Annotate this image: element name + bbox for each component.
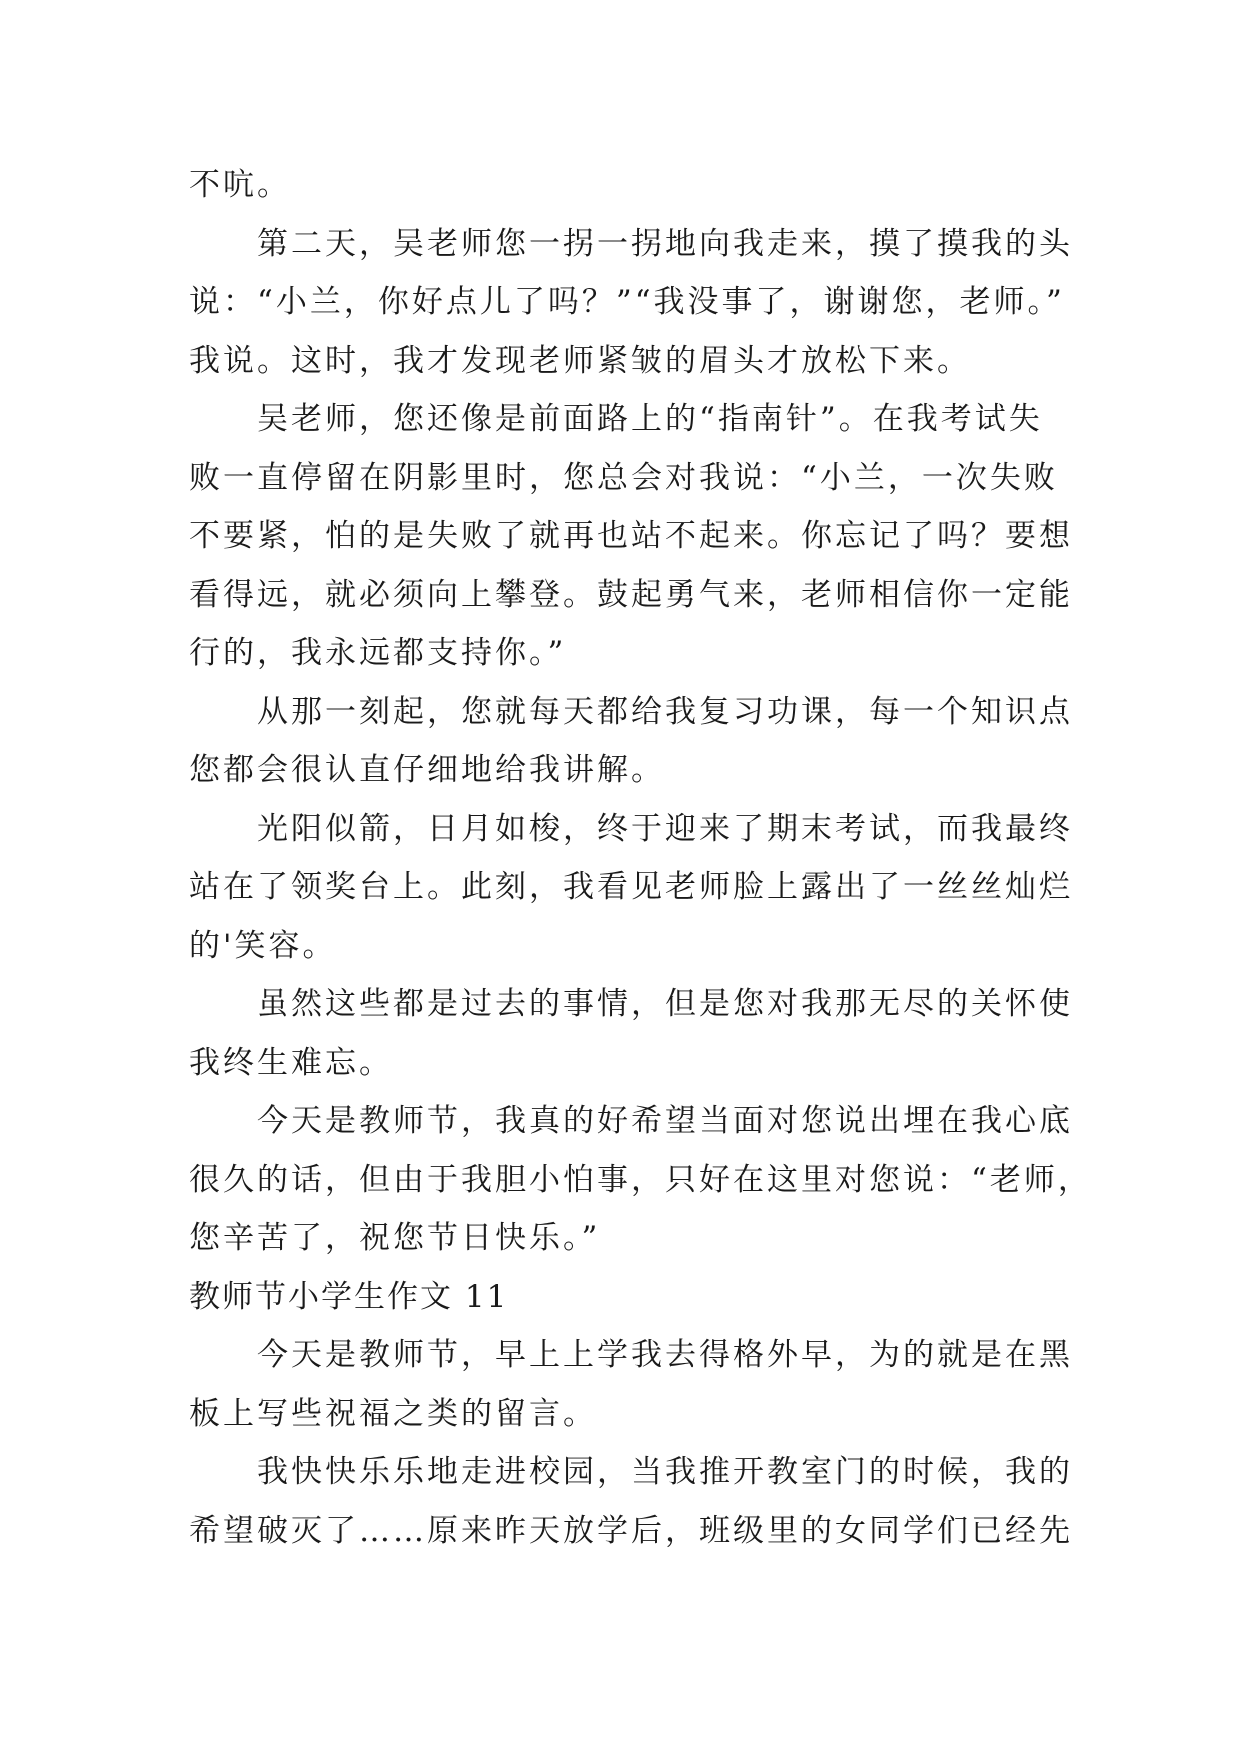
paragraph-line: 我终生难忘。	[189, 1044, 393, 1081]
paragraph-line: 您都会很认直仔细地给我讲解。	[189, 752, 665, 788]
paragraph-line: 败一直停留在阴影里时，您总会对我说：“小兰，一次失败	[189, 459, 1058, 496]
paragraph-line: 看得远，就必须向上攀登。鼓起勇气来，老师相信你一定能	[189, 576, 1073, 613]
paragraph-line: 行的，我永远都支持你。”	[189, 635, 567, 671]
paragraph-line: 我快快乐乐地走进校园，当我推开教室门的时候，我的	[257, 1454, 1073, 1490]
paragraph-line: 的'笑容。	[189, 927, 337, 964]
paragraph-line: 今天是教师节，我真的好希望当面对您说出埋在我心底	[257, 1103, 1073, 1139]
paragraph-line: 希望破灭了……原来昨天放学后，班级里的女同学们已经先	[189, 1512, 1073, 1549]
paragraph-line: 从那一刻起，您就每天都给我复习功课，每一个知识点	[257, 693, 1073, 730]
paragraph-line: 很久的话，但由于我胆小怕事，只好在这里对您说：“老师，	[189, 1161, 1092, 1198]
paragraph-line: 板上写些祝福之类的留言。	[189, 1395, 597, 1432]
paragraph-line: 我说。这时，我才发现老师紧皱的眉头才放松下来。	[189, 342, 971, 379]
paragraph-line: 第二天，吴老师您一拐一拐地向我走来，摸了摸我的头	[257, 225, 1073, 262]
paragraph-line: 吴老师，您还像是前面路上的“指南针”。在我考试失	[257, 401, 1043, 437]
essay-body	[189, 156, 1092, 1560]
essay-title: 教师节小学生作文 11	[189, 1278, 509, 1315]
paragraph-line: 不要紧，怕的是失败了就再也站不起来。你忘记了吗？要想	[189, 518, 1073, 554]
paragraph-line: 虽然这些都是过去的事情，但是您对我那无尽的关怀使	[257, 986, 1073, 1022]
paragraph-line: 光阳似箭，日月如梭，终于迎来了期末考试，而我最终	[257, 810, 1073, 847]
paragraph-line: 不吭。	[189, 167, 291, 203]
paragraph-line: 站在了领奖台上。此刻，我看见老师脸上露出了一丝丝灿烂	[189, 869, 1073, 905]
paragraph-line: 说：“小兰，你好点儿了吗？”“我没事了，谢谢您，老师。”	[189, 284, 1065, 320]
paragraph-line: 今天是教师节，早上上学我去得格外早，为的就是在黑	[257, 1337, 1073, 1373]
paragraph-line: 您辛苦了，祝您节日快乐。”	[189, 1220, 601, 1256]
